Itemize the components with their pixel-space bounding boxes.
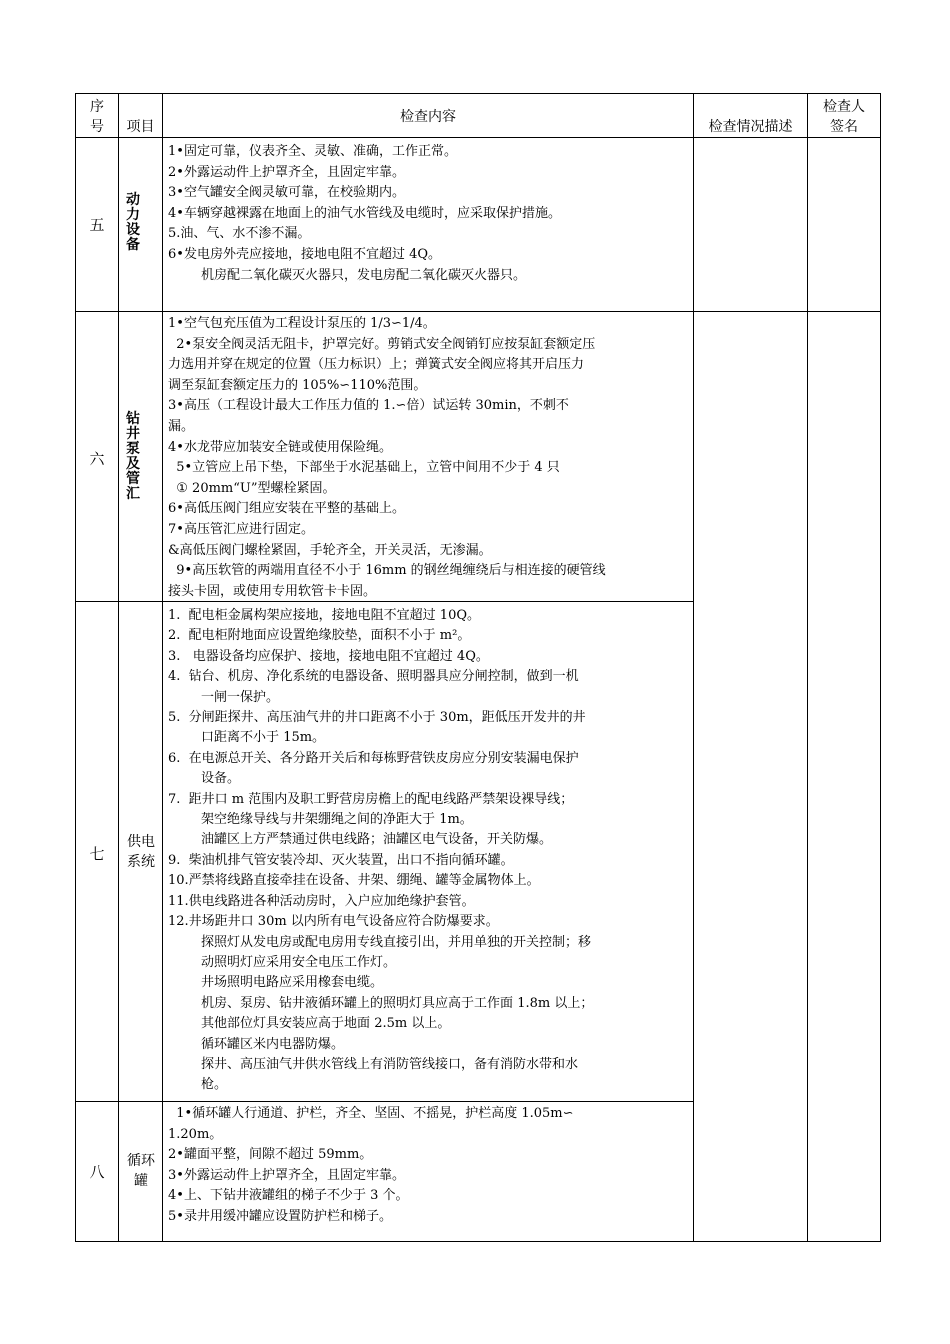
content-line: 油罐区上方严禁通过供电线路；油罐区电气设备，开关防爆。 (168, 832, 553, 848)
grid-line (162, 93, 163, 1242)
row-item-vertical: 钻井泵及管汇 (126, 411, 140, 502)
row-item-line: 系统 (127, 854, 155, 870)
grid-line (807, 93, 808, 1242)
content-line: 3•空气罐安全阀灵敏可靠，在校验期内。 (168, 185, 405, 201)
content-line: 12.井场距井口 30m 以内所有电气设备应符合防爆要求。 (168, 914, 499, 930)
row-item (119, 832, 163, 872)
row-number: 六 (89, 450, 105, 468)
content-line: 4•水龙带应加装安全链或使用保险绳。 (168, 439, 392, 455)
content-line: 井场照明电路应采用橡套电缆。 (168, 975, 384, 991)
content-line: 5. 分闸距探井、高压油气井的井口距离不小于 30m，距低压开发井的井 (168, 710, 586, 726)
content-line: 9. 柴油机排气管安装冷却、灭火装置，出口不指向循环罐。 (168, 852, 514, 868)
header-sign-line: 签名 (830, 119, 858, 135)
row-number: 八 (89, 1163, 105, 1181)
content-line: 接头卡固，或使用专用软管卡卡固。 (168, 583, 377, 599)
grid-line (880, 93, 881, 1242)
content-line: 1. 配电柜金属构架应接地，接地电阻不宜超过 10Q。 (168, 608, 481, 623)
content-line: 6•高低压阀门组应安装在平整的基础上。 (168, 501, 405, 517)
row-item-line: 循环 (127, 1153, 155, 1169)
header-seq-line: 号 (90, 119, 104, 135)
content-line: 一闸一保护。 (168, 689, 280, 705)
content-line: 1•空气包充压值为工程设计泵压的 1/3∽1/4。 (168, 316, 436, 331)
content-line: 动照明灯应采用安全电压工作灯。 (168, 954, 397, 970)
content-line: 探井、高压油气井供水管线上有消防管线接口，备有消防水带和水 (168, 1056, 579, 1072)
grid-line (75, 93, 76, 1242)
content-line: 机房、泵房、钻井液循环罐上的照明灯具应高于工作面 1.8m 以上； (168, 995, 594, 1011)
content-line: 10.严禁将线路直接牵挂在设备、井架、绷绳、罐等金属物体上。 (168, 873, 540, 889)
content-line: 其他部位灯具安装应高于地面 2.5m 以上。 (168, 1016, 451, 1032)
row-item-vertical: 动力设备 (126, 192, 140, 253)
content-line: 4. 钻台、机房、净化系统的电器设备、照明器具应分闸控制，做到一机 (168, 669, 579, 685)
row-content (168, 606, 688, 1096)
header-seq-line: 序 (90, 99, 104, 115)
grid-line (75, 1101, 694, 1102)
row-content (168, 142, 688, 286)
grid-line (75, 1241, 881, 1242)
content-line: 2•罐面平整，间隙不超过 59mm。 (168, 1147, 373, 1163)
content-line: 3•外露运动件上护罩齐全，且固定牢靠。 (168, 1167, 405, 1183)
content-line: 7•高压管汇应进行固定。 (168, 521, 314, 537)
content-line: 6. 在电源总开关、各分路开关后和每栋野营铁皮房应分别安装漏电保护 (168, 750, 579, 766)
content-line: 6•发电房外壳应接地，接地电阻不宜超过 4Q。 (168, 246, 442, 262)
content-line: 漏。 (168, 418, 195, 434)
content-line: 2•外露运动件上护罩齐全，且固定牢靠。 (168, 164, 405, 180)
row-number: 七 (89, 845, 105, 863)
content-line: 3. 电器设备均应保护、接地，接地电阻不宜超过 4Q。 (168, 648, 489, 664)
grid-line (75, 137, 881, 138)
row-number: 五 (89, 216, 105, 234)
header-sign (808, 97, 880, 137)
header-sign-line: 检查人 (823, 99, 865, 115)
header-desc: 检查情况描述 (708, 119, 793, 135)
content-line: 调至泵缸套额定压力的 105%∽110%范围。 (168, 377, 427, 393)
content-line: 1•固定可靠，仪表齐全、灵敏、准确，工作正常。 (168, 144, 457, 159)
content-line: 2•泵安全阀灵活无阻卡，护罩完好。剪销式安全阀销钉应按泵缸套额定压 (168, 336, 596, 352)
grid-line (75, 93, 881, 94)
content-line: 1.20m。 (168, 1126, 223, 1142)
content-line: 5•录井用缓冲罐应设置防护栏和梯子。 (168, 1208, 392, 1224)
row-item (119, 1151, 163, 1191)
content-line: 4•车辆穿越裸露在地面上的油气水管线及电缆时，应采取保护措施。 (168, 205, 561, 221)
content-line: 循环罐区米内电器防爆。 (168, 1036, 345, 1052)
content-line: 2. 配电柜附地面应设置绝缘胶垫，面积不小于 m²。 (168, 628, 471, 644)
content-line: 5.油、气、水不渗不漏。 (168, 226, 311, 242)
grid-line (75, 311, 881, 312)
content-line: &高低压阀门螺栓紧固，手轮齐全，开关灵活，无渗漏。 (168, 542, 492, 558)
content-line: 枪。 (168, 1077, 228, 1093)
row-item-line: 供电 (127, 834, 155, 850)
content-line: 7. 距井口 m 范围内及职工野营房房檐上的配电线路严禁架设裸导线； (168, 791, 574, 807)
row-item-line: 罐 (134, 1173, 148, 1189)
content-line: 11.供电线路进各种活动房时，入户应加绝缘护套管。 (168, 893, 475, 909)
grid-line (118, 93, 119, 1242)
content-line: 力选用并穿在规定的位置（压力标识）上；弹簧式安全阀应将其开启压力 (168, 357, 585, 373)
row-content (168, 1104, 688, 1228)
content-line: 1•循环罐人行通道、护栏，齐全、坚固、不摇晃，护栏高度 1.05m∽ (168, 1106, 574, 1121)
content-line: 探照灯从发电房或配电房用专线直接引出，并用单独的开关控制；移 (168, 934, 592, 950)
content-line: 口距离不小于 15m。 (168, 730, 326, 746)
grid-line (693, 93, 694, 1242)
content-line: ① 20mm“U”型螺栓紧固。 (168, 480, 336, 496)
header-content: 检查内容 (400, 109, 456, 125)
content-line: 4•上、下钻井液罐组的梯子不少于 3 个。 (168, 1188, 409, 1204)
header-seq (76, 97, 118, 137)
content-line: 9•高压软管的两端用直径不小于 16mm 的钢丝绳缠绕后与相连接的硬管线 (168, 563, 606, 579)
row-content (168, 314, 688, 602)
content-line: 机房配二氧化碳灭火器只，发电房配二氧化碳灭火器只。 (168, 267, 527, 283)
content-line: 3•高压（工程设计最大工作压力值的 1.∽倍）试运转 30min，不刺不 (168, 398, 569, 414)
content-line: 架空绝缘导线与井架绷绳之间的净距大于 1m。 (168, 812, 473, 828)
content-line: 5•立管应上吊下垫，下部坐于水泥基础上，立管中间用不少于 4 只 (168, 460, 560, 476)
content-line: 设备。 (168, 771, 241, 787)
header-item: 项目 (126, 119, 155, 135)
